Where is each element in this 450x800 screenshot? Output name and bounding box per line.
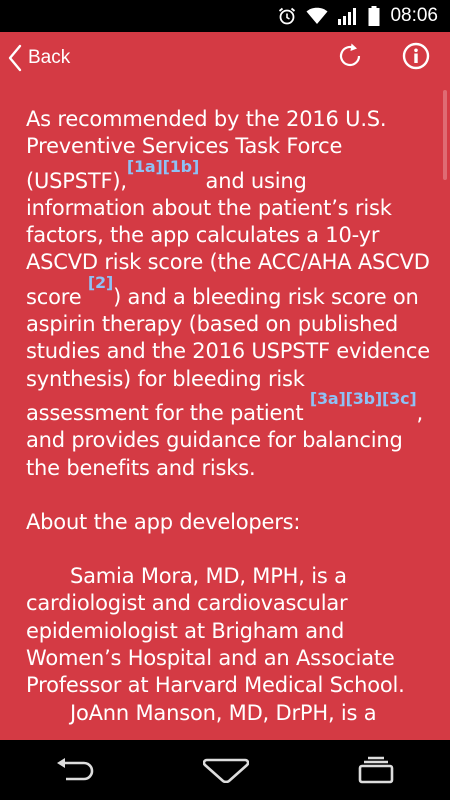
alarm-icon (277, 6, 297, 26)
reference-link-3c[interactable]: [3c] (382, 388, 417, 408)
about-heading: About the app developers: (26, 509, 301, 534)
reference-link-1b[interactable]: [1b] (162, 156, 200, 176)
info-icon[interactable] (402, 42, 430, 70)
back-label: Back (28, 47, 71, 68)
intro-paragraph: As recommended by the 2016 U.S. Preventive Services Task Force (USPSTF),[1a][1b] and using information about the patient’s risk factors, the app calculates a 10-yr ASCVD risk score (the ACC/AHA ASCVD score [2]) and a bleeding risk score on aspirin therapy (based on published studies and the 2016 USPSTF evidence synthesis) for bleeding risk assessment for the patient [3a][3b][3c], and provides guidance for balancing the benefits and risks. (26, 107, 430, 480)
wifi-icon (306, 7, 328, 25)
battery-icon (368, 6, 380, 26)
status-bar (0, 0, 450, 32)
spacer (26, 482, 432, 509)
refresh-icon[interactable] (334, 40, 366, 72)
system-navigation-bar (0, 740, 450, 800)
recent-apps-icon[interactable] (356, 756, 396, 784)
signal-icon (337, 7, 359, 25)
home-nav-icon[interactable] (203, 757, 249, 783)
scrollbar-thumb[interactable] (443, 90, 447, 180)
reference-link-3a[interactable]: [3a] (309, 388, 346, 408)
back-button[interactable] (8, 44, 70, 72)
spacer (26, 536, 432, 563)
reference-link-1a[interactable]: [1a] (126, 156, 163, 176)
reference-link-3b[interactable]: [3b] (345, 388, 383, 408)
reference-link-2[interactable]: [2] (87, 272, 114, 292)
status-time: 08:06 (390, 5, 438, 26)
developer-bio-mora: Samia Mora, MD, MPH, is a cardiologist and cardiovascular epidemiologist at Brigham and Women’s Hospital and an Associate Professor at Harvard Medical School. (26, 564, 405, 698)
app-header (0, 32, 450, 84)
about-content[interactable] (0, 84, 450, 740)
developer-bio-manson: JoAnn Manson, MD, DrPH, is a (70, 700, 377, 725)
back-nav-icon[interactable] (54, 757, 96, 783)
chevron-left-icon (8, 44, 22, 72)
